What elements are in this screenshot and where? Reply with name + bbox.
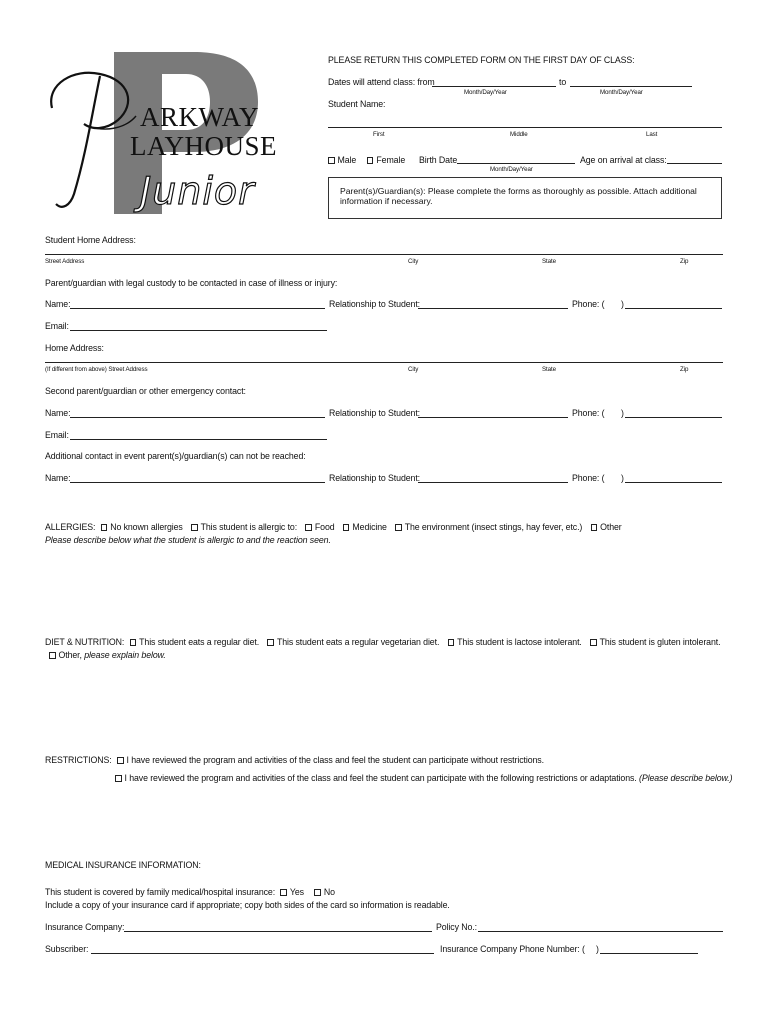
to-label: to: [559, 77, 567, 87]
insurance-yes-label: Yes: [289, 887, 304, 897]
diet-label: DIET & NUTRITION:: [45, 637, 125, 647]
other-allergy-label: Other: [600, 522, 622, 532]
lactose-intolerant-label: This student is lactose intolerant.: [457, 637, 582, 647]
restrictions-description-area[interactable]: [45, 788, 723, 854]
date-to-field[interactable]: [570, 86, 692, 87]
insurance-covered-label: This student is covered by family medical/hospital insurance:: [45, 887, 276, 897]
state-hint: State: [542, 258, 556, 265]
no-allergies-checkbox[interactable]: [101, 524, 108, 531]
insurance-phone-label: Insurance Company Phone Number: (: [440, 944, 585, 954]
female-checkbox[interactable]: [367, 157, 374, 164]
lactose-intolerant-checkbox[interactable]: [448, 639, 455, 646]
diet-description-area[interactable]: [45, 664, 723, 744]
no-allergies-label: No known allergies: [110, 522, 183, 532]
last-name-hint: Last: [646, 131, 658, 138]
policy-label: Policy No.:: [436, 922, 477, 932]
female-label: Female: [376, 155, 406, 165]
birth-date-label: Birth Date: [419, 155, 458, 165]
other-allergy-checkbox[interactable]: [591, 524, 598, 531]
name-label-3: Name:: [45, 473, 71, 483]
environment-label: The environment (insect stings, hay fever, etc.): [404, 522, 583, 532]
diet-other-checkbox[interactable]: [49, 652, 56, 659]
insurance-phone-close: ): [596, 944, 599, 954]
phone-label-1: Phone: (: [572, 299, 605, 309]
insurance-company-field[interactable]: [124, 931, 432, 932]
home-address-field[interactable]: [45, 362, 723, 363]
parkway-playhouse-junior-logo: [44, 44, 298, 220]
no-restrictions-checkbox[interactable]: [117, 757, 124, 764]
subscriber-field[interactable]: [91, 953, 434, 954]
diet-row: [45, 637, 720, 647]
city-hint: City: [408, 258, 419, 265]
gluten-intolerant-label: This student is gluten intolerant.: [599, 637, 721, 647]
age-label: Age on arrival at class:: [580, 155, 667, 165]
food-label: Food: [314, 522, 335, 532]
with-restrictions-checkbox[interactable]: [115, 775, 122, 782]
gender-row: [328, 155, 405, 165]
relationship-field-1[interactable]: [418, 308, 568, 309]
phone-field-3[interactable]: [625, 482, 722, 483]
street-hint: Street Address: [45, 258, 85, 265]
vegetarian-diet-checkbox[interactable]: [267, 639, 274, 646]
restrictions-row-2: [115, 773, 732, 783]
insurance-no-label: No: [323, 887, 335, 897]
birth-date-field[interactable]: [457, 163, 575, 164]
birth-date-hint: Month/Day/Year: [490, 166, 533, 173]
insurance-no-checkbox[interactable]: [314, 889, 321, 896]
relationship-field-3[interactable]: [418, 482, 568, 483]
insurance-yes-checkbox[interactable]: [280, 889, 287, 896]
student-address-field[interactable]: [45, 254, 723, 255]
email-label-2: Email:: [45, 430, 69, 440]
restrictions-row-1: [45, 755, 544, 765]
student-name-label: Student Name:: [328, 99, 386, 109]
vegetarian-diet-label: This student eats a regular vegetarian diet.: [276, 637, 440, 647]
custody-heading: Parent/guardian with legal custody to be contacted in case of illness or injury:: [45, 278, 338, 288]
state-hint-2: State: [542, 366, 556, 373]
zip-hint-2: Zip: [680, 366, 689, 373]
email-field-1[interactable]: [70, 330, 327, 331]
street-if-different-hint: (If different from above) Street Address: [45, 366, 148, 373]
age-field[interactable]: [667, 163, 722, 164]
date-to-hint: Month/Day/Year: [600, 89, 643, 96]
student-name-field[interactable]: [328, 127, 722, 128]
phone-label-2: Phone: (: [572, 408, 605, 418]
insurance-phone-field[interactable]: [600, 953, 698, 954]
allergies-instruction: Please describe below what the student is allergic to and the reaction seen.: [45, 535, 331, 545]
city-hint-2: City: [408, 366, 419, 373]
name-field-3[interactable]: [70, 482, 325, 483]
medicine-checkbox[interactable]: [343, 524, 350, 531]
second-contact-heading: Second parent/guardian or other emergency contact:: [45, 386, 246, 396]
allergies-label: ALLERGIES:: [45, 522, 96, 532]
phone-close-3: ): [621, 473, 624, 483]
zip-hint: Zip: [680, 258, 689, 265]
environment-checkbox[interactable]: [395, 524, 402, 531]
diet-other-label: Other,: [58, 650, 82, 660]
allergic-to-checkbox[interactable]: [191, 524, 198, 531]
male-checkbox[interactable]: [328, 157, 335, 164]
medicine-label: Medicine: [352, 522, 387, 532]
subscriber-label: Subscriber:: [45, 944, 89, 954]
phone-field-2[interactable]: [625, 417, 722, 418]
regular-diet-checkbox[interactable]: [130, 639, 137, 646]
male-label: Male: [337, 155, 357, 165]
relationship-label-1: Relationship to Student:: [329, 299, 421, 309]
with-restrictions-label: I have reviewed the program and activities of the class and feel the student can participate with the following restrictions or adaptations.: [124, 773, 637, 783]
name-field-2[interactable]: [70, 417, 325, 418]
name-label-1: Name:: [45, 299, 71, 309]
insurance-heading: MEDICAL INSURANCE INFORMATION:: [45, 860, 201, 870]
no-restrictions-label: I have reviewed the program and activities of the class and feel the student can participate without restrictions.: [126, 755, 544, 765]
diet-other-row: [49, 650, 166, 660]
phone-close-2: ): [621, 408, 624, 418]
phone-label-3: Phone: (: [572, 473, 605, 483]
with-restrictions-note: (Please describe below.): [639, 773, 733, 783]
relationship-field-2[interactable]: [418, 417, 568, 418]
return-notice: PLEASE RETURN THIS COMPLETED FORM ON THE FIRST DAY OF CLASS:: [328, 55, 635, 65]
relationship-label-3: Relationship to Student:: [329, 473, 421, 483]
first-name-hint: First: [373, 131, 385, 138]
name-label-2: Name:: [45, 408, 71, 418]
relationship-label-2: Relationship to Student:: [329, 408, 421, 418]
food-checkbox[interactable]: [305, 524, 312, 531]
allergic-to-label: This student is allergic to:: [200, 522, 298, 532]
middle-name-hint: Middle: [510, 131, 528, 138]
dates-label: Dates will attend class: from: [328, 77, 435, 87]
email-label-1: Email:: [45, 321, 69, 331]
allergies-row: [45, 522, 622, 532]
phone-close-1: ): [621, 299, 624, 309]
allergies-description-area[interactable]: [45, 550, 723, 628]
gluten-intolerant-checkbox[interactable]: [590, 639, 597, 646]
phone-field-1[interactable]: [625, 308, 722, 309]
svg-text:Junior: Junior: [140, 169, 255, 213]
regular-diet-label: This student eats a regular diet.: [139, 637, 260, 647]
insurance-company-label: Insurance Company:: [45, 922, 125, 932]
email-field-2[interactable]: [70, 439, 327, 440]
home-address-label: Home Address:: [45, 343, 104, 353]
date-from-field[interactable]: [432, 86, 556, 87]
restrictions-label: RESTRICTIONS:: [45, 755, 112, 765]
additional-contact-heading: Additional contact in event parent(s)/guardian(s) can not be reached:: [45, 451, 306, 461]
name-field-1[interactable]: [70, 308, 325, 309]
insurance-covered-row: [45, 887, 335, 897]
guardian-note-box: Parent(s)/Guardian(s): Please complete the forms as thoroughly as possible. Attach additional information if necessary.: [328, 177, 722, 219]
svg-text:LAYHOUSE: LAYHOUSE: [130, 131, 278, 161]
svg-text:ARKWAY: ARKWAY: [140, 102, 260, 132]
date-from-hint: Month/Day/Year: [464, 89, 507, 96]
student-home-address-label: Student Home Address:: [45, 235, 136, 245]
policy-field[interactable]: [478, 931, 723, 932]
diet-other-explain: please explain below.: [84, 650, 166, 660]
insurance-copy-note: Include a copy of your insurance card if appropriate; copy both sides of the card so information is readable.: [45, 900, 450, 910]
